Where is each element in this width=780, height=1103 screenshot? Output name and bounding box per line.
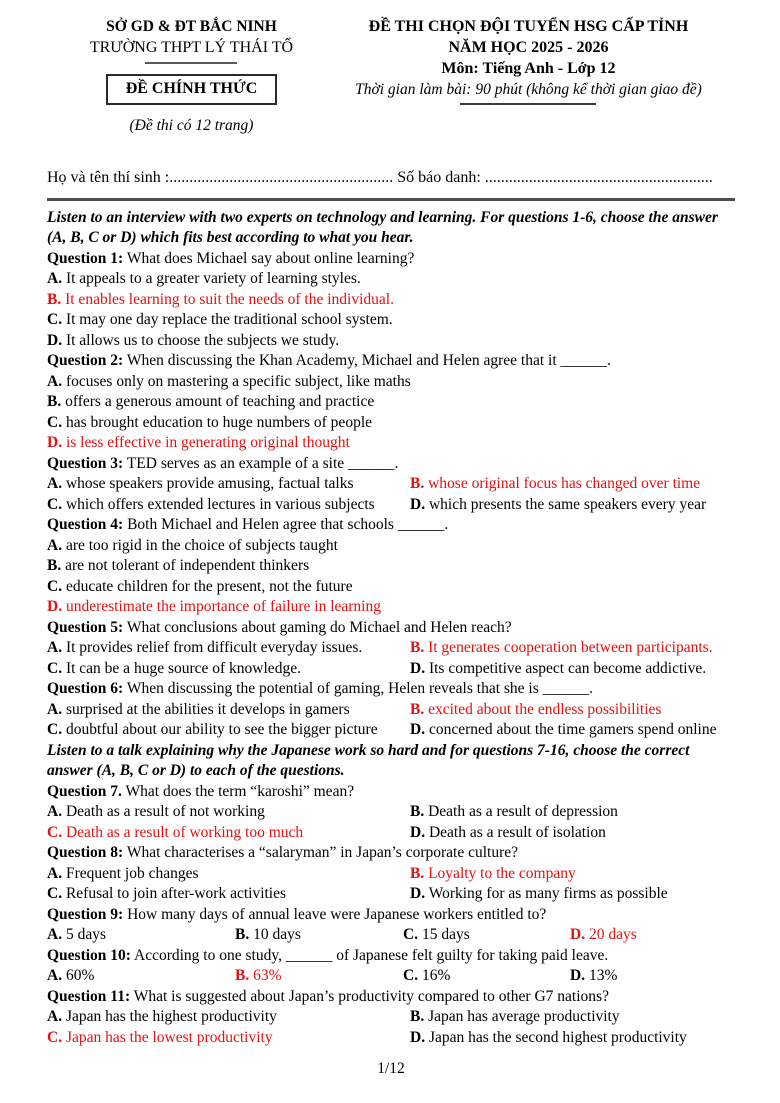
option-text: doubtful about our ability to see the bigger picture	[65, 721, 378, 738]
question-4-option-d	[47, 597, 735, 618]
option-key: C.	[403, 926, 419, 943]
question-1-stem	[47, 249, 735, 270]
pages-note: (Đề thi có 12 trang)	[129, 116, 254, 134]
option-key: D.	[410, 721, 426, 738]
question-3	[47, 454, 735, 516]
question-label: Question 6:	[47, 680, 124, 697]
option-key: B.	[410, 803, 425, 820]
question-text: According to one study, ______ of Japanese felt guilty for taking paid leave.	[134, 946, 609, 964]
option-text: excited about the endless possibilities	[428, 700, 662, 718]
option-text: educate children for the present, not the future	[65, 577, 353, 595]
page-number: 1/12	[377, 1060, 405, 1077]
option-text: Death as a result of depression	[428, 803, 618, 820]
question-8-option-c	[47, 884, 410, 905]
option-key: A.	[47, 372, 63, 390]
official-exam-box: ĐỀ CHÍNH THỨC	[106, 74, 278, 105]
section-instruction-1: Listen to an interview with two experts on technology and learning. For questions 1-6, choose the answer (A, B, C or D) which fits best according to what you hear.	[47, 208, 718, 246]
question-2-option-b	[47, 392, 735, 413]
question-text: When discussing the potential of gaming, Helen reveals that she is ______.	[126, 680, 594, 697]
option-key: C.	[47, 1028, 63, 1046]
question-2-option-d	[47, 433, 735, 454]
question-5	[47, 618, 735, 680]
option-key: B.	[47, 393, 62, 410]
subject-line: Môn: Tiếng Anh - Lớp 12	[441, 60, 616, 77]
question-11-option-c	[47, 1028, 410, 1049]
option-text: whose speakers provide amusing, factual talks	[65, 475, 354, 492]
question-label: Question 3:	[47, 454, 124, 472]
option-text: Japan has the second highest productivity	[428, 1028, 687, 1046]
option-text: 5 days	[65, 926, 106, 943]
option-text: has brought education to huge numbers of people	[65, 413, 373, 431]
option-text: Its competitive aspect can become addictive.	[428, 659, 707, 677]
question-6-option-b	[410, 700, 735, 721]
option-text: 20 days	[588, 926, 637, 943]
option-key: B.	[47, 557, 62, 574]
option-text: 16%	[421, 967, 451, 984]
option-key: A.	[47, 700, 63, 718]
question-11	[47, 987, 735, 1049]
question-8-stem	[47, 843, 735, 864]
option-key: D.	[47, 598, 63, 615]
question-text: What conclusions about gaming do Michael and Helen reach?	[126, 618, 512, 636]
option-text: which presents the same speakers every year	[428, 495, 707, 513]
option-key: D.	[570, 926, 586, 943]
option-text: concerned about the time gamers spend online	[428, 721, 717, 738]
exam-title-block	[336, 16, 735, 136]
question-text: What does the term “karoshi” mean?	[125, 782, 355, 800]
option-key: B.	[410, 475, 425, 492]
question-8-option-b	[410, 864, 735, 885]
option-text: Death as a result of isolation	[428, 823, 606, 841]
question-5-stem	[47, 618, 735, 639]
option-text: are not tolerant of independent thinkers	[65, 557, 310, 574]
question-4-stem	[47, 515, 735, 536]
question-5-option-b	[410, 638, 735, 659]
school-name: TRƯỜNG THPT LÝ THÁI TỔ	[89, 39, 294, 56]
option-key: C.	[47, 885, 63, 902]
option-key: A.	[47, 1008, 63, 1025]
option-key: D.	[410, 823, 426, 841]
option-text: Refusal to join after-work activities	[65, 885, 287, 902]
option-text: Frequent job changes	[65, 864, 199, 882]
question-2	[47, 351, 735, 454]
option-text: Japan has average productivity	[428, 1008, 620, 1025]
option-key: C.	[47, 311, 63, 328]
option-text: It provides relief from difficult everyday issues.	[65, 639, 363, 656]
option-key: B.	[235, 926, 250, 943]
option-text: whose original focus has changed over time	[428, 475, 701, 492]
option-key: B.	[47, 290, 62, 308]
option-key: A.	[47, 639, 63, 656]
question-5-option-a	[47, 638, 410, 659]
question-3-option-b	[410, 474, 735, 495]
question-5-option-c	[47, 659, 410, 680]
question-4-option-b	[47, 556, 735, 577]
option-key: D.	[410, 659, 426, 677]
question-11-option-b	[410, 1007, 735, 1028]
question-7-option-c	[47, 823, 410, 844]
department-name: SỞ GD & ĐT BẮC NINH	[106, 18, 277, 35]
exam-header	[47, 16, 735, 136]
question-6	[47, 679, 735, 741]
duration-line: Thời gian làm bài: 90 phút (không kể thời gian giao đề)	[355, 81, 702, 98]
option-text: Working for as many firms as possible	[428, 885, 668, 902]
option-text: It enables learning to suit the needs of the individual.	[65, 290, 394, 308]
question-3-option-d	[410, 495, 735, 516]
option-key: D.	[410, 495, 426, 513]
option-text: which offers extended lectures in various subjects	[65, 495, 375, 513]
option-text: underestimate the importance of failure in learning	[65, 598, 381, 615]
question-label: Question 9:	[47, 905, 124, 923]
question-text: TED serves as an example of a site ______.	[126, 454, 399, 472]
question-10-option-c	[403, 966, 570, 987]
option-text: 63%	[253, 967, 282, 984]
option-text: It can be a huge source of knowledge.	[65, 659, 301, 677]
question-label: Question 11:	[47, 987, 131, 1005]
option-key: D.	[47, 331, 63, 349]
question-10-option-d	[570, 966, 735, 987]
exam-title: ĐỀ THI CHỌN ĐỘI TUYỂN HSG CẤP TỈNH	[368, 18, 689, 35]
question-text: Both Michael and Helen agree that schools ______.	[127, 516, 449, 533]
option-key: C.	[47, 823, 63, 841]
option-text: offers a generous amount of teaching and practice	[65, 393, 375, 410]
question-6-option-c	[47, 720, 410, 741]
option-key: A.	[47, 803, 63, 820]
option-text: Death as a result of not working	[65, 803, 265, 820]
question-7-option-a	[47, 802, 410, 823]
question-10-stem	[47, 946, 735, 967]
question-8-option-d	[410, 884, 735, 905]
option-key: D.	[410, 1028, 426, 1046]
option-key: D.	[570, 967, 586, 984]
option-key: B.	[410, 864, 425, 882]
header-left-divider	[145, 62, 237, 64]
question-7-option-b	[410, 802, 735, 823]
question-3-stem	[47, 454, 735, 475]
question-6-stem	[47, 679, 735, 700]
question-9-option-c	[403, 925, 570, 946]
option-key: B.	[410, 639, 425, 656]
question-text: When discussing the Khan Academy, Michael and Helen agree that it ______.	[126, 352, 611, 369]
question-9-option-a	[47, 925, 235, 946]
option-key: B.	[410, 700, 425, 718]
school-year: NĂM HỌC 2025 - 2026	[448, 39, 609, 56]
question-label: Question 1:	[47, 249, 124, 267]
question-7-option-d	[410, 823, 735, 844]
candidate-name-label: Họ và tên thí sinh :	[47, 169, 170, 186]
question-3-option-a	[47, 474, 410, 495]
question-text: How many days of annual leave were Japanese workers entitled to?	[127, 905, 547, 923]
option-text: Japan has the highest productivity	[65, 1008, 277, 1025]
candidate-number-label: Số báo danh:	[393, 169, 485, 186]
issuer-block	[47, 16, 336, 136]
question-9	[47, 905, 735, 946]
option-text: is less effective in generating original thought	[65, 434, 350, 451]
option-text: focuses only on mastering a specific subject, like maths	[65, 372, 411, 390]
option-key: C.	[47, 577, 63, 595]
candidate-line	[47, 168, 735, 189]
option-text: 10 days	[253, 926, 301, 943]
option-key: A.	[47, 967, 63, 984]
option-text: 60%	[65, 967, 95, 984]
question-label: Question 7.	[47, 782, 122, 800]
option-text: Japan has the lowest productivity	[65, 1028, 273, 1046]
section-instruction-2: Listen to a talk explaining why the Japanese work so hard and for questions 7-16, choose the correct answer (A, B, C or D) to each of the questions.	[47, 741, 690, 779]
question-1-option-a	[47, 269, 735, 290]
question-2-stem	[47, 351, 735, 372]
option-key: B.	[235, 967, 250, 984]
option-key: C.	[47, 659, 63, 677]
option-key: A.	[47, 475, 63, 492]
question-7	[47, 782, 735, 844]
question-9-option-d	[570, 925, 735, 946]
option-text: surprised at the abilities it develops in gamers	[65, 700, 350, 718]
question-11-stem	[47, 987, 735, 1008]
question-1-option-c	[47, 310, 735, 331]
question-10-option-a	[47, 966, 235, 987]
question-9-stem	[47, 905, 735, 926]
option-key: B.	[410, 1008, 425, 1025]
question-9-option-b	[235, 925, 403, 946]
question-11-option-a	[47, 1007, 410, 1028]
option-text: It generates cooperation between participants.	[428, 639, 713, 656]
question-6-option-a	[47, 700, 410, 721]
question-10-option-b	[235, 966, 403, 987]
option-text: 13%	[588, 967, 618, 984]
option-text: Death as a result of working too much	[65, 823, 304, 841]
question-8-option-a	[47, 864, 410, 885]
option-key: C.	[47, 413, 63, 431]
option-text: Loyalty to the company	[428, 864, 576, 882]
option-key: C.	[403, 967, 419, 984]
question-1-option-d	[47, 331, 735, 352]
option-key: D.	[47, 434, 63, 451]
question-2-option-c	[47, 413, 735, 434]
question-text: What is suggested about Japan’s productivity compared to other G7 nations?	[133, 987, 609, 1005]
section-divider-rule	[47, 198, 735, 201]
option-text: are too rigid in the choice of subjects taught	[65, 536, 338, 554]
option-key: A.	[47, 926, 63, 943]
question-4	[47, 515, 735, 618]
question-4-option-a	[47, 536, 735, 557]
question-label: Question 5:	[47, 618, 124, 636]
question-3-option-c	[47, 495, 410, 516]
option-text: It appeals to a greater variety of learning styles.	[65, 270, 361, 287]
question-1	[47, 249, 735, 352]
question-6-option-d	[410, 720, 735, 741]
question-10	[47, 946, 735, 987]
option-key: A.	[47, 864, 63, 882]
question-label: Question 8:	[47, 844, 124, 861]
question-11-option-d	[410, 1028, 735, 1049]
option-text: 15 days	[421, 926, 470, 943]
question-2-option-a	[47, 372, 735, 393]
question-text: What does Michael say about online learning?	[126, 249, 415, 267]
question-4-option-c	[47, 577, 735, 598]
option-text: It allows us to choose the subjects we study.	[65, 331, 340, 349]
question-label: Question 4:	[47, 516, 124, 533]
option-key: A.	[47, 270, 63, 287]
option-key: C.	[47, 721, 63, 738]
question-label: Question 2:	[47, 352, 124, 369]
question-7-stem	[47, 782, 735, 803]
question-label: Question 10:	[47, 946, 131, 964]
option-text: It may one day replace the traditional school system.	[65, 311, 393, 328]
question-5-option-d	[410, 659, 735, 680]
option-key: C.	[47, 495, 63, 513]
option-key: D.	[410, 885, 426, 902]
option-key: A.	[47, 536, 63, 554]
header-right-divider	[460, 103, 596, 105]
question-1-option-b	[47, 290, 735, 311]
question-text: What characterises a “salaryman” in Japan’s corporate culture?	[126, 844, 518, 861]
candidate-number-blank: .........................................................	[484, 169, 713, 186]
candidate-name-blank: ........................................................	[169, 169, 394, 186]
question-8	[47, 843, 735, 905]
